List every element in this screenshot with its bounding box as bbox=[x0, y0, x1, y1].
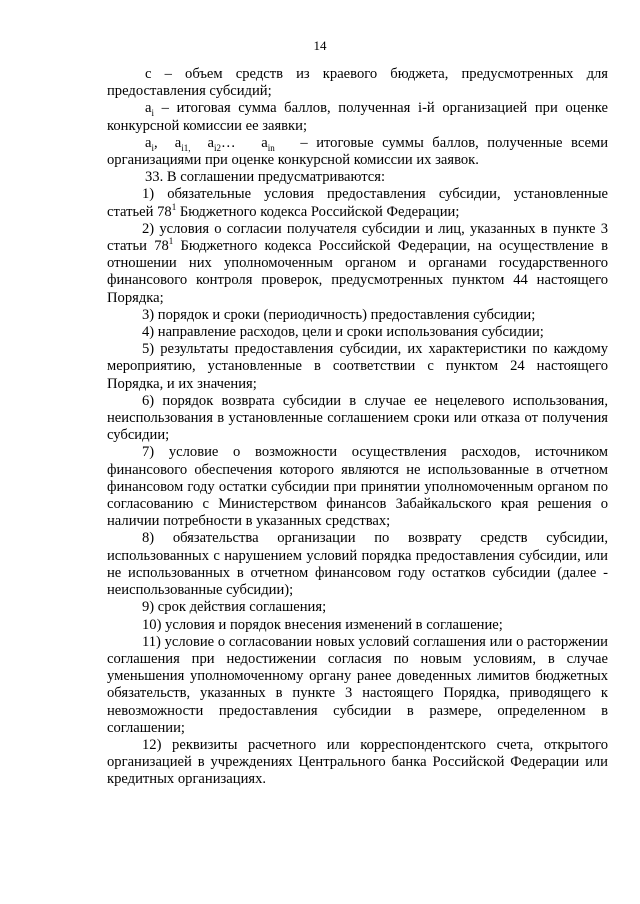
symbol-a: a bbox=[261, 134, 268, 151]
variable-c-definition: с – объем средств из краевого бюджета, предусмотренных для предоставления субсидий; bbox=[107, 66, 608, 100]
clause-item-1 bbox=[107, 186, 608, 220]
item-text: Бюджетного кодекса Российской Федерации; bbox=[176, 203, 460, 220]
symbol-subscript: in bbox=[267, 142, 275, 153]
symbol-a: a bbox=[145, 100, 152, 117]
clause-item-6: 6) порядок возврата субсидии в случае ее нецелевого использования, неиспользования в установленные соглашением сроки или отказа от получения субсидии; bbox=[107, 392, 608, 444]
item-text: 1) обязательные условия предоставления субсидии, установленные статьей 78 bbox=[107, 186, 608, 220]
variable-ai-definition bbox=[107, 100, 608, 134]
definition-text: – итоговая сумма баллов, полученная i-й организацией при оценке конкурсной комиссии ее заявки; bbox=[107, 100, 608, 134]
clause-item-5: 5) результаты предоставления субсидии, их характеристики по каждому мероприятию, установленные в соответствии с пунктом 24 настоящего Порядка, и их значения; bbox=[107, 341, 608, 392]
clause-item-7: 7) условие о возможности осуществления расходов, источником финансового обеспечения которого являются не использованные в отчетном финансовом году остатки субсидии при принятии уполномоченным органом по согласованию с Министерством финансов Забайкальского края решения о наличии потребности в указанных средствах; bbox=[107, 444, 608, 530]
symbol-a: a bbox=[145, 134, 152, 151]
clause-item-9: 9) срок действия соглашения; bbox=[142, 599, 327, 616]
page-number: 14 bbox=[313, 38, 327, 53]
superscript: 1 bbox=[171, 201, 177, 212]
clause-item-8: 8) обязательства организации по возврату средств субсидии, использованных с нарушением условий порядка предоставления субсидии, или не использованных в отчетном финансовом году остатков субсидии (далее - неиспользованные субсидии); bbox=[107, 530, 608, 599]
symbol-subscript: i bbox=[151, 142, 154, 153]
symbol-subscript: i bbox=[151, 108, 154, 119]
clause-item-2 bbox=[107, 221, 608, 307]
document-body bbox=[107, 66, 608, 789]
item-text: 2) условия о согласии получателя субсидии и лиц, указанных в пункте 3 статьи 78 bbox=[107, 220, 608, 255]
clause-item-3: 3) порядок и сроки (периодичность) предоставления субсидии; bbox=[142, 306, 536, 323]
clause-item-10: 10) условия и порядок внесения изменений в соглашение; bbox=[142, 616, 503, 633]
symbol-a: a bbox=[174, 134, 182, 151]
superscript: 1 bbox=[168, 236, 174, 247]
symbol-a: a bbox=[207, 134, 215, 151]
symbol-subscript: i1, bbox=[181, 142, 191, 153]
clause-item-12: 12) реквизиты расчетного или корреспондентского счета, открытого организацией в учреждениях Центрального банка Российской Федерации или кредитных организациях. bbox=[107, 736, 608, 788]
item-text: Бюджетного кодекса Российской Федерации, на осуществление в отношении них уполномоченным органом и органами государственного финансового контроля проверок, предусмотренных пунктом 44 настоящего Порядка; bbox=[107, 238, 608, 306]
variable-list-definition: $a_i$, $a_{i1,}$ $a_{i2}\dots$ $a_{in}$ – итоговые суммы баллов, полученные всеми организациями при оценке конкурсной комиссии их заявок. bbox=[107, 134, 609, 169]
clause-item-4: 4) направление расходов, цели и сроки использования субсидии; bbox=[142, 324, 544, 341]
definition-text: – итоговые суммы баллов, полученные всеми организациями при оценке конкурсной комиссии их заявок. bbox=[107, 134, 609, 169]
symbol-subscript: i2 bbox=[214, 142, 222, 153]
clause-heading: 33. В соглашении предусматриваются: bbox=[145, 169, 386, 186]
clause-item-11: 11) условие о согласовании новых условий соглашения или о расторжении соглашения при недостижении согласия по новым условиям, в случае уменьшения уполномоченному органу ранее доведенных лимитов бюджетных обязательств, указанных в пункте 3 настоящего Порядка, приводящего к невозможности предоставления субсидии в размере, определенном в соглашении; bbox=[107, 633, 608, 736]
